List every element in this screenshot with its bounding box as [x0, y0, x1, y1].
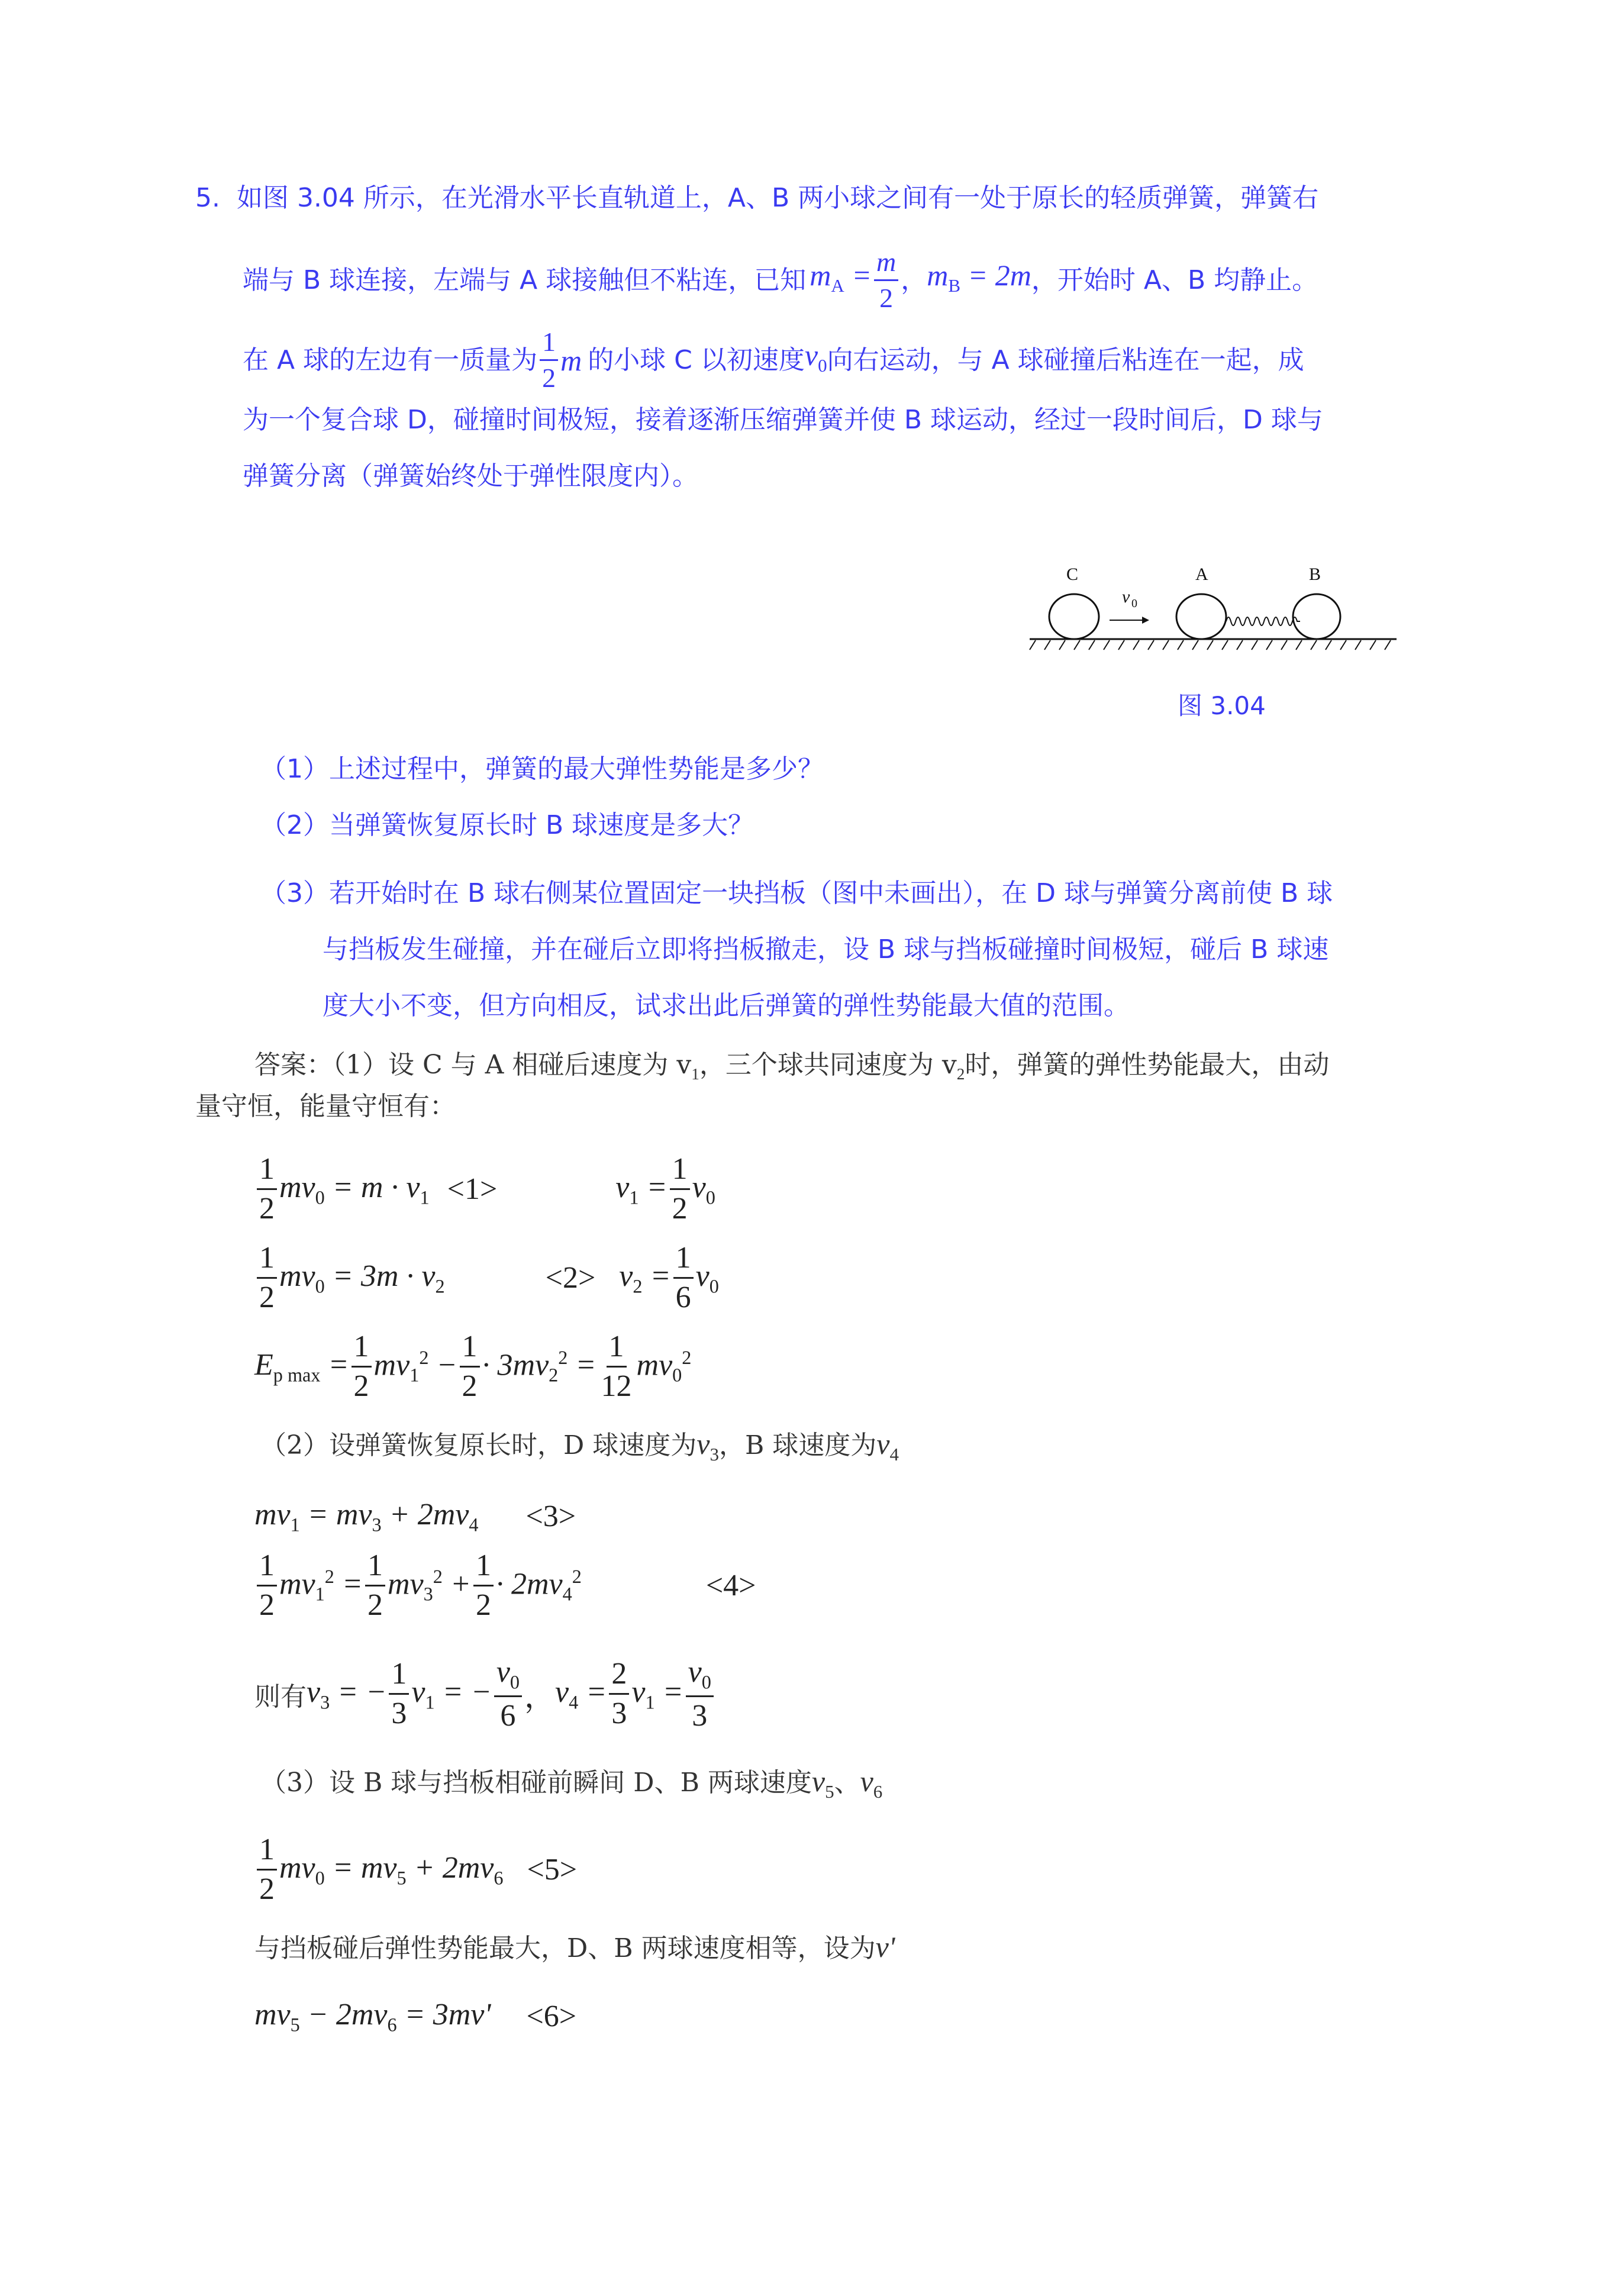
- problem-number: 5.: [195, 183, 220, 213]
- figure-3-04: [1018, 533, 1408, 669]
- problem-line-1: 5. 如图 3.04 所示，在光滑水平长直轨道上，A、B 两小球之间有一处于原长的轻质弹簧，弹簧右: [195, 183, 1319, 213]
- label-v0-sub: 0: [1131, 597, 1137, 610]
- equation-4: $\frac{1}{2}$ $mv_1^2$ = $\frac{1}{2}$ $mv_3^2$ + $\frac{1}{2}$ · $2mv_4^2$ <4>: [254, 1550, 756, 1621]
- question-2: （2）当弹簧恢复原长时 B 球速度是多大？: [260, 810, 754, 840]
- question-3-line-1: （3）若开始时在 B 球右侧某位置固定一块挡板（图中未画出），在 D 球与弹簧分离前使 B 球: [260, 878, 1333, 908]
- equation-3: $mv_1 = mv_3 + 2mv_4$ <3>: [254, 1498, 576, 1536]
- equation-5: $\frac{1}{2}$ $mv_0 = mv_5 + 2mv_6$ <5>: [254, 1834, 577, 1905]
- question-1: （1）上述过程中，弹簧的最大弹性势能是多少？: [260, 754, 824, 784]
- label-a: A: [1195, 565, 1208, 584]
- problem-line-5: 弹簧分离（弹簧始终处于弹性限度内）。: [243, 461, 698, 491]
- ball-c: [1049, 594, 1099, 639]
- problem-line-2: 端与 B 球连接，左端与 A 球接触但不粘连，已知 $m_A$ = $\frac{m}{2}$ ， $m_B = 2m$ ，开始时 A、B 均静止。: [243, 247, 1318, 313]
- equation-result-v3-v4: 则有 $v_3$ = − $\frac{1}{3}$ $v_1$ = − $\frac{v_0}{6}$ ， $v_4$ = $\frac{2}{3}$ $v_1$ = $\frac{v_0}{3}$: [254, 1657, 716, 1731]
- equation-6: $mv_5 - 2mv_6 = 3mv'$ <6>: [254, 1998, 577, 2036]
- answer-intro-line-1: 答案：（1）设 C 与 A 相碰后速度为 $v_1$，三个球共同速度为 $v_2$时，弹簧的弹性势能最大，由动: [254, 1050, 1330, 1083]
- balls-spring-diagram: [1018, 533, 1408, 669]
- label-c: C: [1066, 565, 1079, 584]
- mass-a-formula: $m_A$ =: [810, 258, 872, 296]
- problem-line-3: 在 A 球的左边有一质量为 $\frac{1}{2}$ m 的小球 C 以初速度 $v_0$ 向右运动，与 A 球碰撞后粘连在一起，成: [243, 327, 1304, 393]
- label-b: B: [1309, 565, 1321, 584]
- mass-b-formula: $m_B = 2m$: [927, 258, 1031, 296]
- equation-ep-max: $E_{p max}$ = $\frac{1}{2}$ $mv_1^2$ − $\frac{1}{2}$ · $3mv_2^2$ = $\frac{1}{12}$ $mv_0^2$: [254, 1330, 692, 1403]
- answer-intro-line-2: 量守恒，能量守恒有：: [195, 1091, 456, 1121]
- problem-line-4: 为一个复合球 D，碰撞时间极短，接着逐渐压缩弹簧并使 B 球运动，经过一段时间后，D 球与: [243, 405, 1323, 435]
- equation-1: $\frac{1}{2}$ $mv_0 = m \cdot v_1$ <1> $v_1$ = $\frac{1}{2}$ $v_0$: [254, 1154, 715, 1224]
- label-v0: v: [1122, 587, 1130, 607]
- answer-part3-mid: 与挡板碰后弹性势能最大，D、B 两球速度相等，设为v': [254, 1930, 895, 1963]
- answer-part3-intro: （3）设 B 球与挡板相碰前瞬间 D、B 两球速度$v_5$、$v_6$: [260, 1765, 883, 1802]
- fraction-1-over-2: $\frac{1}{2}$: [540, 328, 558, 392]
- question-3-line-3: 度大小不变，但方向相反，试求出此后弹簧的弹性势能最大值的范围。: [323, 991, 1130, 1021]
- equation-2: $\frac{1}{2}$ $mv_0 = 3m \cdot v_2$ <2> $v_2$ = $\frac{1}{6}$ $v_0$: [254, 1243, 719, 1313]
- ball-b: [1293, 594, 1340, 639]
- fraction-m-over-2: $\frac{m}{2}$: [874, 249, 898, 312]
- ball-a: [1176, 594, 1226, 639]
- answer-part2-intro: （2）设弹簧恢复原长时，D 球速度为$v_3$，B 球速度为$v_4$: [260, 1427, 899, 1465]
- v0-symbol: $v_0$: [804, 338, 827, 376]
- question-3-line-2: 与挡板发生碰撞，并在碰后立即将挡板撤走，设 B 球与挡板碰撞时间极短，碰后 B 球速: [323, 934, 1329, 965]
- figure-caption: 图 3.04: [1178, 691, 1266, 720]
